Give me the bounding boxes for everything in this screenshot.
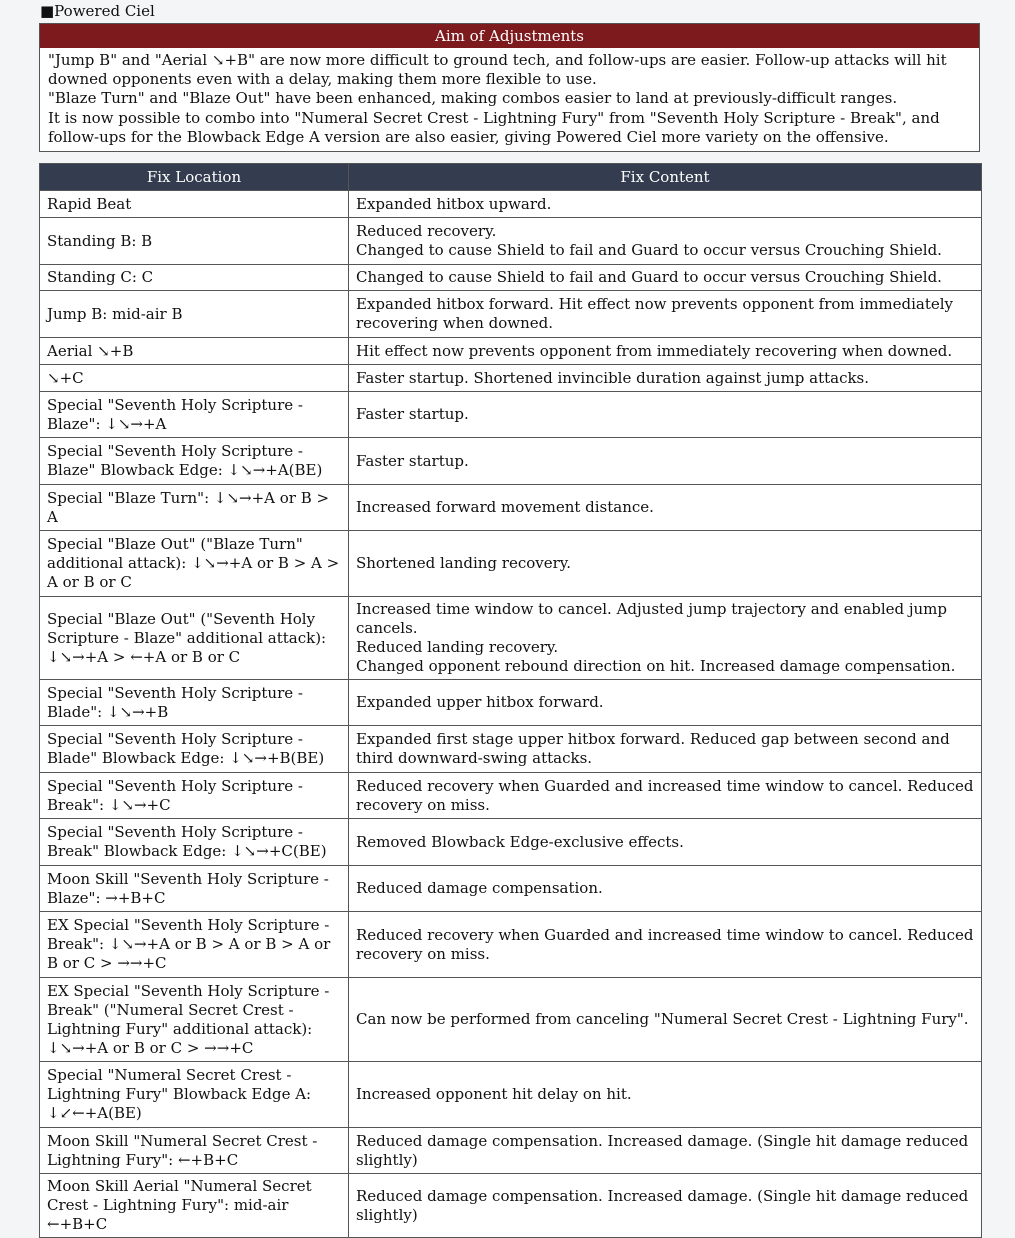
table-row [40, 265, 982, 291]
fix-location-cell: EX Special "Seventh Holy Scripture - Break": ↓↘→+A or B > A or B > A or B or C > →→+C [40, 912, 349, 978]
fix-location-cell: Jump B: mid-air B [40, 291, 349, 338]
aim-paragraph: "Jump B" and "Aerial ↘+B" are now more difficult to ground tech, and follow-ups are easier. Follow-up attacks will hit downed opponents even with a delay, making them more flexible to use. [48, 51, 947, 89]
table-row [40, 531, 982, 597]
fix-location-cell: Special "Seventh Holy Scripture - Blaze" Blowback Edge: ↓↘→+A(BE) [40, 438, 349, 485]
table-row [40, 338, 982, 365]
fix-location-cell: Special "Seventh Holy Scripture - Blade": ↓↘→+B [40, 680, 349, 726]
fix-location-cell: Special "Seventh Holy Scripture - Blade" Blowback Edge: ↓↘→+B(BE) [40, 726, 349, 773]
table-row [40, 392, 982, 438]
table-row [40, 978, 982, 1062]
fix-content-cell: Reduced damage compensation. Increased damage. (Single hit damage reduced slightly) [349, 1174, 982, 1238]
fix-location-header: Fix Location [40, 164, 349, 191]
table-row [40, 1062, 982, 1128]
fix-content-cell: Expanded upper hitbox forward. [349, 680, 982, 726]
table-header-row [40, 164, 982, 191]
table-row [40, 912, 982, 978]
fix-content-cell: Faster startup. [349, 438, 982, 485]
fix-location-cell: Special "Blaze Out" ("Seventh Holy Scripture - Blaze" additional attack): ↓↘→+A > ←+A or B or C [40, 597, 349, 680]
table-row [40, 218, 982, 265]
fix-content-header: Fix Content [349, 164, 982, 191]
table-row [40, 291, 982, 338]
table-row [40, 365, 982, 392]
table-row [40, 1128, 982, 1174]
table-row [40, 1174, 982, 1238]
aim-body [40, 48, 979, 151]
fix-content-cell: Reduced damage compensation. [349, 866, 982, 912]
fix-location-cell: Special "Seventh Holy Scripture - Break": ↓↘→+C [40, 773, 349, 819]
fix-content-cell: Faster startup. Shortened invincible duration against jump attacks. [349, 365, 982, 392]
table-row [40, 438, 982, 485]
table-row [40, 485, 982, 531]
fix-location-cell: EX Special "Seventh Holy Scripture - Break" ("Numeral Secret Crest - Lightning Fury" additional attack): ↓↘→+A or B or C > →→+C [40, 978, 349, 1062]
fix-content-cell: Hit effect now prevents opponent from immediately recovering when downed. [349, 338, 982, 365]
aim-of-adjustments-box [39, 23, 980, 152]
aim-paragraph: "Blaze Turn" and "Blaze Out" have been enhanced, making combos easier to land at previously-difficult ranges. [48, 89, 898, 108]
table-row [40, 819, 982, 866]
fix-content-cell: Removed Blowback Edge-exclusive effects. [349, 819, 982, 866]
fix-location-cell: Standing C: C [40, 265, 349, 291]
fix-location-cell: Standing B: B [40, 218, 349, 265]
fix-content-cell: Changed to cause Shield to fail and Guard to occur versus Crouching Shield. [349, 265, 982, 291]
fix-location-cell: Special "Seventh Holy Scripture - Break" Blowback Edge: ↓↘→+C(BE) [40, 819, 349, 866]
fix-content-cell: Can now be performed from canceling "Numeral Secret Crest - Lightning Fury". [349, 978, 982, 1062]
table-row [40, 726, 982, 773]
fix-location-cell: Special "Blaze Out" ("Blaze Turn" additional attack): ↓↘→+A or B > A > A or B or C [40, 531, 349, 597]
fix-content-cell: Expanded hitbox forward. Hit effect now prevents opponent from immediately recovering when downed. [349, 291, 982, 338]
fix-location-cell: ↘+C [40, 365, 349, 392]
fix-content-cell: Increased time window to cancel. Adjusted jump trajectory and enabled jump cancels. Reduced landing recovery. Changed opponent rebound direction on hit. Increased damage compensation. [349, 597, 982, 680]
fix-content-cell: Reduced damage compensation. Increased damage. (Single hit damage reduced slightly) [349, 1128, 982, 1174]
table-row [40, 866, 982, 912]
fix-location-cell: Rapid Beat [40, 191, 349, 218]
fix-content-cell: Reduced recovery when Guarded and increased time window to cancel. Reduced recovery on miss. [349, 912, 982, 978]
fix-content-cell: Reduced recovery when Guarded and increased time window to cancel. Reduced recovery on miss. [349, 773, 982, 819]
table-row [40, 191, 982, 218]
table-row [40, 680, 982, 726]
table-row [40, 773, 982, 819]
fix-content-cell: Increased opponent hit delay on hit. [349, 1062, 982, 1128]
fix-table [39, 163, 982, 1238]
fix-content-cell: Faster startup. [349, 392, 982, 438]
fix-content-cell: Reduced recovery. Changed to cause Shield to fail and Guard to occur versus Crouching Shield. [349, 218, 982, 265]
fix-location-cell: Aerial ↘+B [40, 338, 349, 365]
fix-content-cell: Expanded first stage upper hitbox forward. Reduced gap between second and third downward-swing attacks. [349, 726, 982, 773]
section-title: ■Powered Ciel [40, 2, 155, 20]
aim-header: Aim of Adjustments [40, 24, 979, 48]
fix-location-cell: Special "Blaze Turn": ↓↘→+A or B > A [40, 485, 349, 531]
fix-location-cell: Special "Seventh Holy Scripture - Blaze": ↓↘→+A [40, 392, 349, 438]
fix-location-cell: Moon Skill Aerial "Numeral Secret Crest - Lightning Fury": mid-air ←+B+C [40, 1174, 349, 1238]
fix-location-cell: Moon Skill "Numeral Secret Crest - Lightning Fury": ←+B+C [40, 1128, 349, 1174]
fix-content-cell: Increased forward movement distance. [349, 485, 982, 531]
fix-location-cell: Special "Numeral Secret Crest - Lightning Fury" Blowback Edge A: ↓↙←+A(BE) [40, 1062, 349, 1128]
aim-paragraph: It is now possible to combo into "Numeral Secret Crest - Lightning Fury" from "Seventh Holy Scripture - Break", and follow-ups for the Blowback Edge A version are also easier, giving Powered Ciel more variety on the offensive. [48, 108, 940, 146]
fix-content-cell: Shortened landing recovery. [349, 531, 982, 597]
table-row [40, 597, 982, 680]
fix-content-cell: Expanded hitbox upward. [349, 191, 982, 218]
fix-location-cell: Moon Skill "Seventh Holy Scripture - Blaze": →+B+C [40, 866, 349, 912]
fix-table-body [40, 191, 982, 1238]
